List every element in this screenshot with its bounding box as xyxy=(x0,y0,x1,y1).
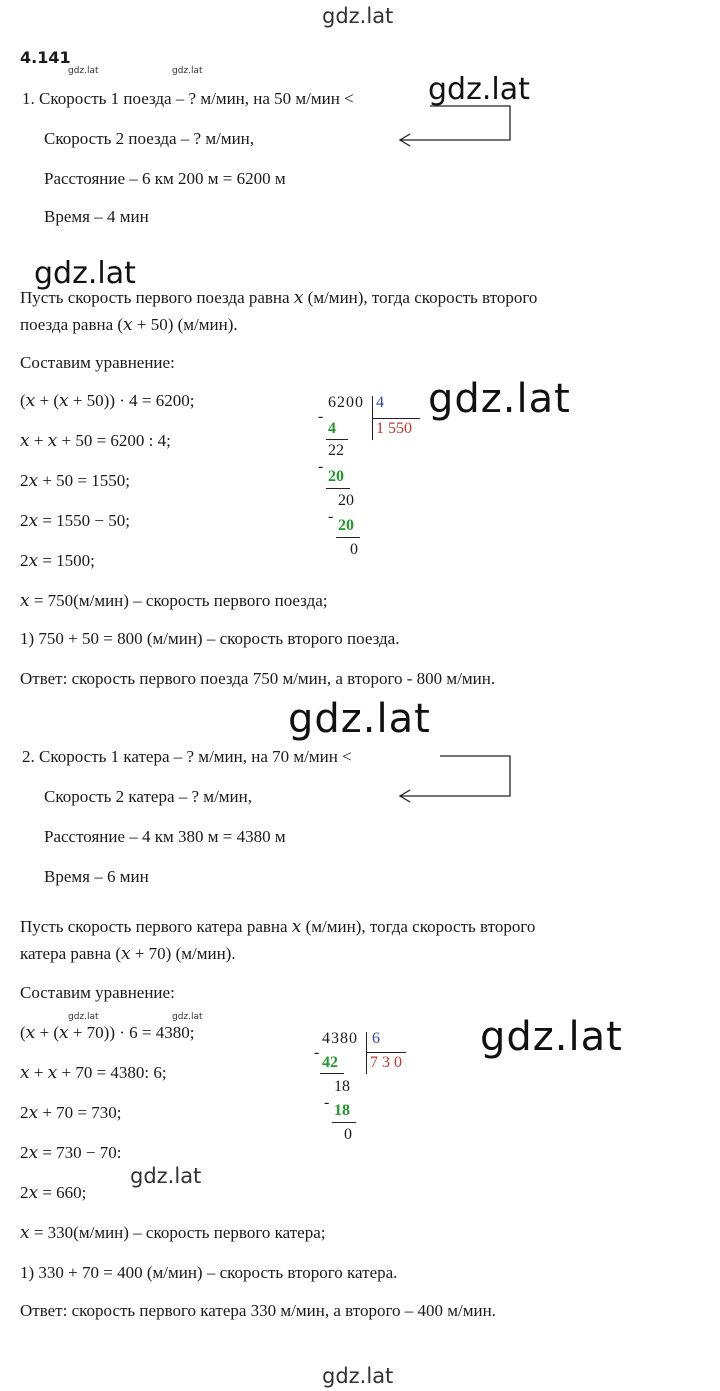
p1-bracket-arrow xyxy=(0,0,720,200)
p1-step-5: 2𝑥 = 1500; xyxy=(20,551,95,570)
p2-row-3: 18 xyxy=(334,1102,350,1119)
p1-quotient: 1 550 xyxy=(376,420,412,437)
p2-div-hline xyxy=(366,1052,406,1053)
p2-step-1: (𝑥 + (𝑥 + 70)) · 6 = 4380; xyxy=(20,1023,195,1042)
p1-answer: Ответ: скорость первого поезда 750 м/мин, а второго - 800 м/мин. xyxy=(20,669,496,688)
p2-step-2: 𝑥 + 𝑥 + 70 = 4380: 6; xyxy=(20,1063,167,1082)
watermark-top: gdz.lat xyxy=(322,4,394,28)
p1-row-6: 0 xyxy=(350,541,358,558)
p1-step-4: 2𝑥 = 1550 − 50; xyxy=(20,511,130,530)
p2-minus-1: - xyxy=(314,1044,320,1061)
p2-let-line-1: Пусть скорость первого катера равна 𝑥 (м/мин), тогда скорость второго xyxy=(20,917,536,936)
watermark-division-2: gdz.lat xyxy=(480,1014,623,1060)
watermark-division-1: gdz.lat xyxy=(428,376,571,422)
exercise-number: 4.141 xyxy=(20,48,71,67)
p2-given-1: 2. Скорость 1 катера – ? м/мин, на 70 м/мин < xyxy=(22,747,352,766)
p1-minus-1: - xyxy=(318,408,324,425)
watermark-right-1: gdz.lat xyxy=(428,72,530,107)
p1-minus-2: - xyxy=(318,458,324,475)
p2-row-2: 18 xyxy=(334,1078,350,1095)
p2-step-5: 2𝑥 = 660; xyxy=(20,1183,87,1202)
p1-dividend: 6200 xyxy=(328,394,364,411)
p1-divisor: 4 xyxy=(376,394,384,411)
p1-row-4: 20 xyxy=(338,492,354,509)
watermark-tiny-1: gdz.lat xyxy=(68,66,99,76)
watermark-tiny-2: gdz.lat xyxy=(172,66,203,76)
p2-compose: Составим уравнение: xyxy=(20,983,175,1002)
watermark-tiny-4: gdz.lat xyxy=(172,1012,203,1022)
p1-row-1: 4 xyxy=(328,420,336,437)
p2-x-result: 𝑥 = 330(м/мин) – скорость первого катера; xyxy=(20,1223,326,1242)
p2-minus-2: - xyxy=(324,1094,330,1111)
p1-compose: Составим уравнение: xyxy=(20,353,175,372)
watermark-tiny-3: gdz.lat xyxy=(68,1012,99,1022)
p2-quotient: 7 3 0 xyxy=(370,1054,402,1071)
p2-given-2: Скорость 2 катера – ? м/мин, xyxy=(44,787,252,806)
watermark-bottom: gdz.lat xyxy=(322,1364,394,1388)
p1-given-1: 1. Скорость 1 поезда – ? м/мин, на 50 м/мин < xyxy=(22,89,354,108)
p2-given-4: Время – 6 мин xyxy=(44,867,149,886)
p1-step-1: (𝑥 + (𝑥 + 50)) · 4 = 6200; xyxy=(20,391,195,410)
p1-given-4: Время – 4 мин xyxy=(44,207,149,226)
p2-step-3: 2𝑥 + 70 = 730; xyxy=(20,1103,122,1122)
p1-let-line-1: Пусть скорость первого поезда равна 𝑥 (м/мин), тогда скорость второго xyxy=(20,288,538,307)
p2-step-answer-1: 1) 330 + 70 = 400 (м/мин) – скорость второго катера. xyxy=(20,1263,398,1282)
p1-step-2: 𝑥 + 𝑥 + 50 = 6200 : 4; xyxy=(20,431,171,450)
p1-step-3: 2𝑥 + 50 = 1550; xyxy=(20,471,130,490)
p1-given-2: Скорость 2 поезда – ? м/мин, xyxy=(44,129,255,148)
p1-step-answer-1: 1) 750 + 50 = 800 (м/мин) – скорость второго поезда. xyxy=(20,629,400,648)
p1-div-hline xyxy=(372,418,420,419)
p1-row-2: 22 xyxy=(328,442,344,459)
p1-x-result: 𝑥 = 750(м/мин) – скорость первого поезда; xyxy=(20,591,328,610)
p1-minus-3: - xyxy=(328,508,334,525)
p2-bracket-arrow xyxy=(0,740,720,840)
p1-row-5: 20 xyxy=(338,517,354,534)
p2-rule-1 xyxy=(320,1073,344,1074)
p1-row-3: 20 xyxy=(328,468,344,485)
p2-row-1: 42 xyxy=(322,1054,338,1071)
p1-rule-2 xyxy=(326,488,350,489)
watermark-small-mid: gdz.lat xyxy=(130,1164,202,1188)
p2-div-vline xyxy=(366,1032,367,1074)
p1-rule-3 xyxy=(336,537,360,538)
p2-let-line-2: катера равна (𝑥 + 70) (м/мин). xyxy=(20,944,236,963)
p2-dividend: 4380 xyxy=(322,1030,358,1047)
watermark-middle: gdz.lat xyxy=(288,696,431,742)
p2-step-4: 2𝑥 = 730 − 70: xyxy=(20,1143,122,1162)
p2-answer: Ответ: скорость первого катера 330 м/мин, а второго – 400 м/мин. xyxy=(20,1301,496,1320)
p2-given-3: Расстояние – 4 км 380 м = 4380 м xyxy=(44,827,286,846)
p1-rule-1 xyxy=(326,439,348,440)
p1-given-3: Расстояние – 6 км 200 м = 6200 м xyxy=(44,169,286,188)
p2-rule-2 xyxy=(332,1122,356,1123)
p1-let-line-2: поезда равна (𝑥 + 50) (м/мин). xyxy=(20,315,238,334)
p2-row-4: 0 xyxy=(344,1126,352,1143)
p2-divisor: 6 xyxy=(372,1030,380,1047)
watermark-left-1: gdz.lat xyxy=(34,256,136,291)
